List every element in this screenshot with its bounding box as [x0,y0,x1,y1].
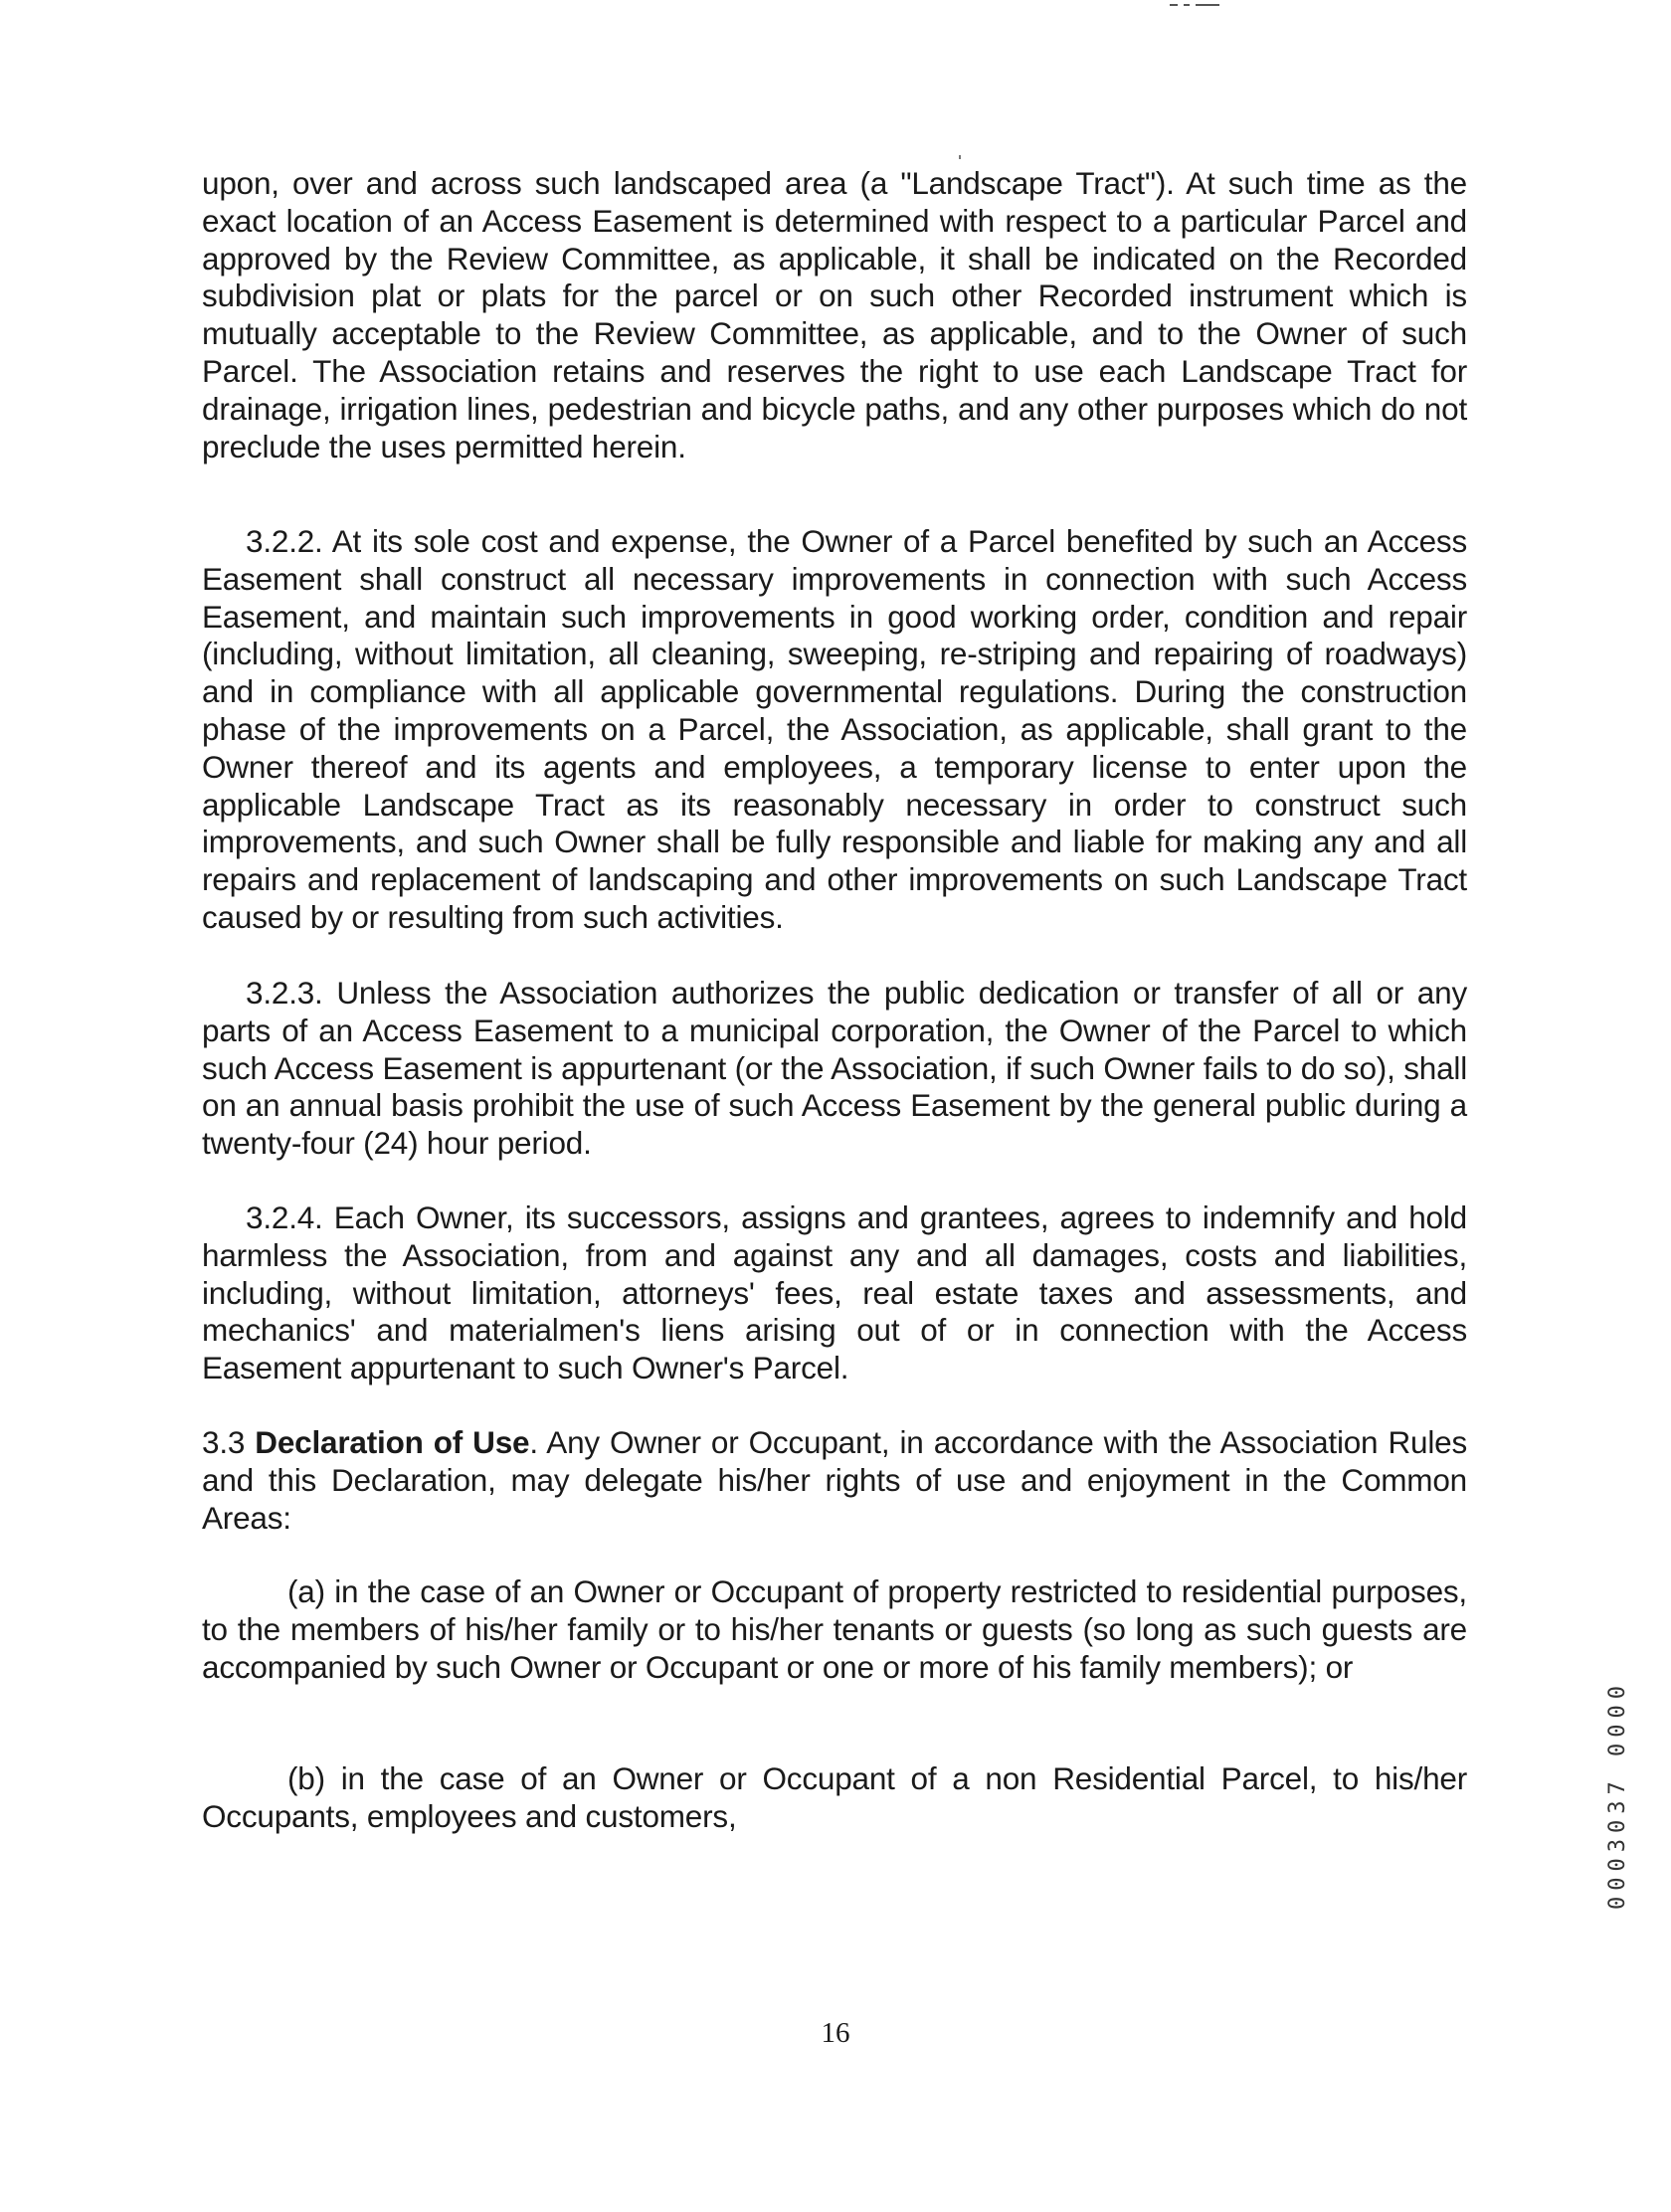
scan-speck [959,155,961,159]
page-number: 16 [821,2017,850,2049]
paragraph-3-2-2: 3.2.2. At its sole cost and expense, the Owner of a Parcel benefited by such an Access Easement shall construct all necessary improvements in connection with such Access Easement, and maintain such improvements in good working order, condition and repair (including, without limitation, all cleaning, sweeping, re-striping and repairing of roadways) and in compliance with all applicable governmental regulations. During the construction phase of the improvements on a Parcel, the Association, as applicable, shall grant to the Owner thereof and its agents and employees, a temporary license to enter upon the applicable Landscape Tract as its reasonably necessary in order to construct such improvements, and such Owner shall be fully responsible and liable for making any and all repairs and replacement of landscaping and other improvements on such Landscape Tract caused by or resulting from such activities. [202,523,1467,935]
paragraph-3-2-4: 3.2.4. Each Owner, its successors, assigns and grantees, agrees to indemnify and hold harmless the Association, from and against any and all damages, costs and liabilities, including, without limitation, attorneys' fees, real estate taxes and assessments, and mechanics' and materialmen's liens arising out of or in connection with the Access Easement appurtenant to such Owner's Parcel. [202,1199,1467,1386]
paragraph-b: (b) in the case of an Owner or Occupant of a non Residential Parcel, to his/her Occupants, employees and customers, [202,1760,1467,1834]
top-scan-mark [1170,4,1219,6]
section-heading: Declaration of Use [255,1424,530,1460]
side-stamp-text: 0003037 0000 [1605,1680,1630,1910]
side-recording-stamp [1599,1532,1639,1910]
section-number: 3.3 [202,1424,256,1460]
paragraph-3-3 [202,1424,1467,1537]
paragraph-3-2-3: 3.2.3. Unless the Association authorizes the public dedication or transfer of all or any parts of an Access Easement to a municipal corporation, the Owner of the Parcel to which such Access Easement is appurtenant (or the Association, if such Owner fails to do so), shall on an annual basis prohibit the use of such Access Easement by the general public during a twenty-four (24) hour period. [202,975,1467,1162]
section-text: . Any Owner or Occupant, in accordance with the Association Rules and this Declaration, may delegate his/her rights of use and enjoyment in the Common Areas: [202,1424,1468,1536]
paragraph-a: (a) in the case of an Owner or Occupant of property restricted to residential purposes, to the members of his/her family or to his/her tenants or guests (so long as such guests are accompanied by such Owner or Occupant or one or more of his family members); or [202,1573,1467,1685]
paragraph-landscape-tract: upon, over and across such landscaped area (a "Landscape Tract"). At such time as the exact location of an Access Easement is determined with respect to a particular Parcel and approved by the Review Committee, as applicable, it shall be indicated on the Recorded subdivision plat or plats for the parcel or on such other Recorded instrument which is mutually acceptable to the Review Committee, as applicable, and to the Owner of such Parcel. The Association retains and reserves the right to use each Landscape Tract for drainage, irrigation lines, pedestrian and bicycle paths, and any other purposes which do not preclude the uses permitted herein. [202,165,1467,464]
